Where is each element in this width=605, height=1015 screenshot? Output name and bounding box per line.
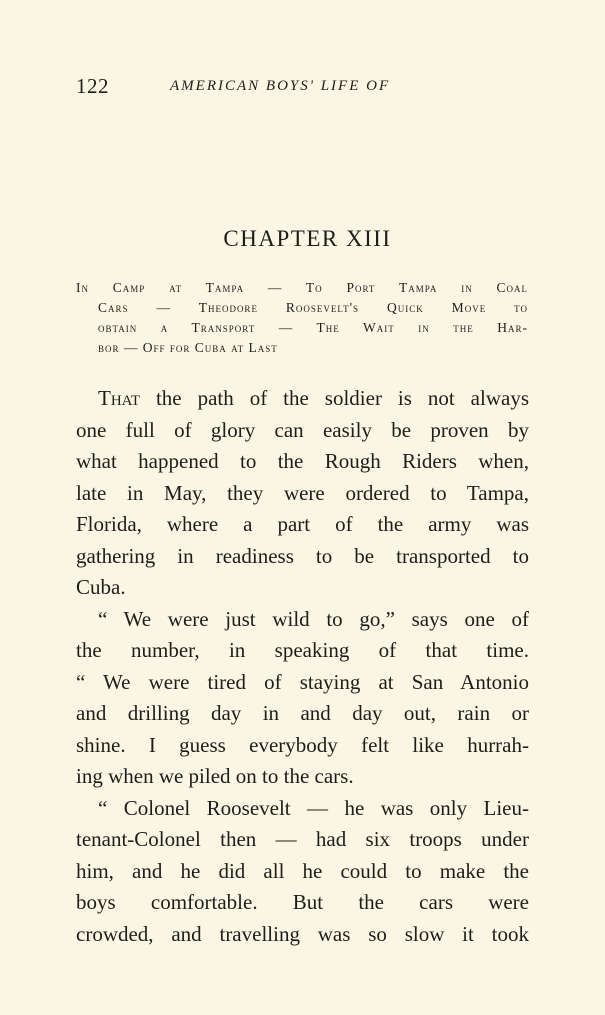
body-text [76,383,529,950]
summary-line: Cars — Theodore Roosevelt's Quick Move to [98,300,528,315]
paragraph-line: shine. I guess everybody felt like hurrah- [76,732,529,757]
paragraph-line: tenant-Colonel then — had six troops under [76,827,529,851]
page-number: 122 [76,74,109,98]
paragraph-line: what happened to the Rough Riders when, [76,449,529,473]
line-text: the path of the soldier is not always [140,386,529,410]
opening-word: That [98,386,140,410]
chapter-title: CHAPTER XIII [223,226,392,251]
paragraph-line: late in May, they were ordered to Tampa, [76,480,529,505]
paragraph-line: crowded, and travelling was so slow it took [76,921,529,946]
paragraph-line: “ We were just wild to go,” says one of [98,606,529,631]
paragraph-line: Cuba. [76,575,126,599]
summary-line: obtain a Transport — The Wait in the Har- [98,320,528,335]
paragraph-line: gathering in readiness to be transported to [76,543,529,568]
paragraph-line [76,383,529,415]
summary-line: bor — Off for Cuba at Last [98,340,278,355]
paragraph-line: ing when we piled on to the cars. [76,764,354,788]
paragraph-line: “ Colonel Roosevelt — he was only Lieu- [98,795,529,820]
paragraph-line: Florida, where a part of the army was [76,512,529,536]
paragraph-line: him, and he did all he could to make the [76,858,529,883]
running-head [76,74,536,102]
running-title: AMERICAN BOYS' LIFE OF [170,78,391,94]
paragraph-line: and drilling day in and day out, rain or [76,701,529,725]
paragraph-line: the number, in speaking of that time. [76,638,529,662]
paragraph-line: “ We were tired of staying at San Antonio [76,669,529,694]
paragraph-line: one full of glory can easily be proven by [76,417,529,442]
chapter-summary [76,278,528,358]
paragraph-line: boys comfortable. But the cars were [76,890,529,914]
summary-line: In Camp at Tampa — To Port Tampa in Coal [76,280,528,295]
